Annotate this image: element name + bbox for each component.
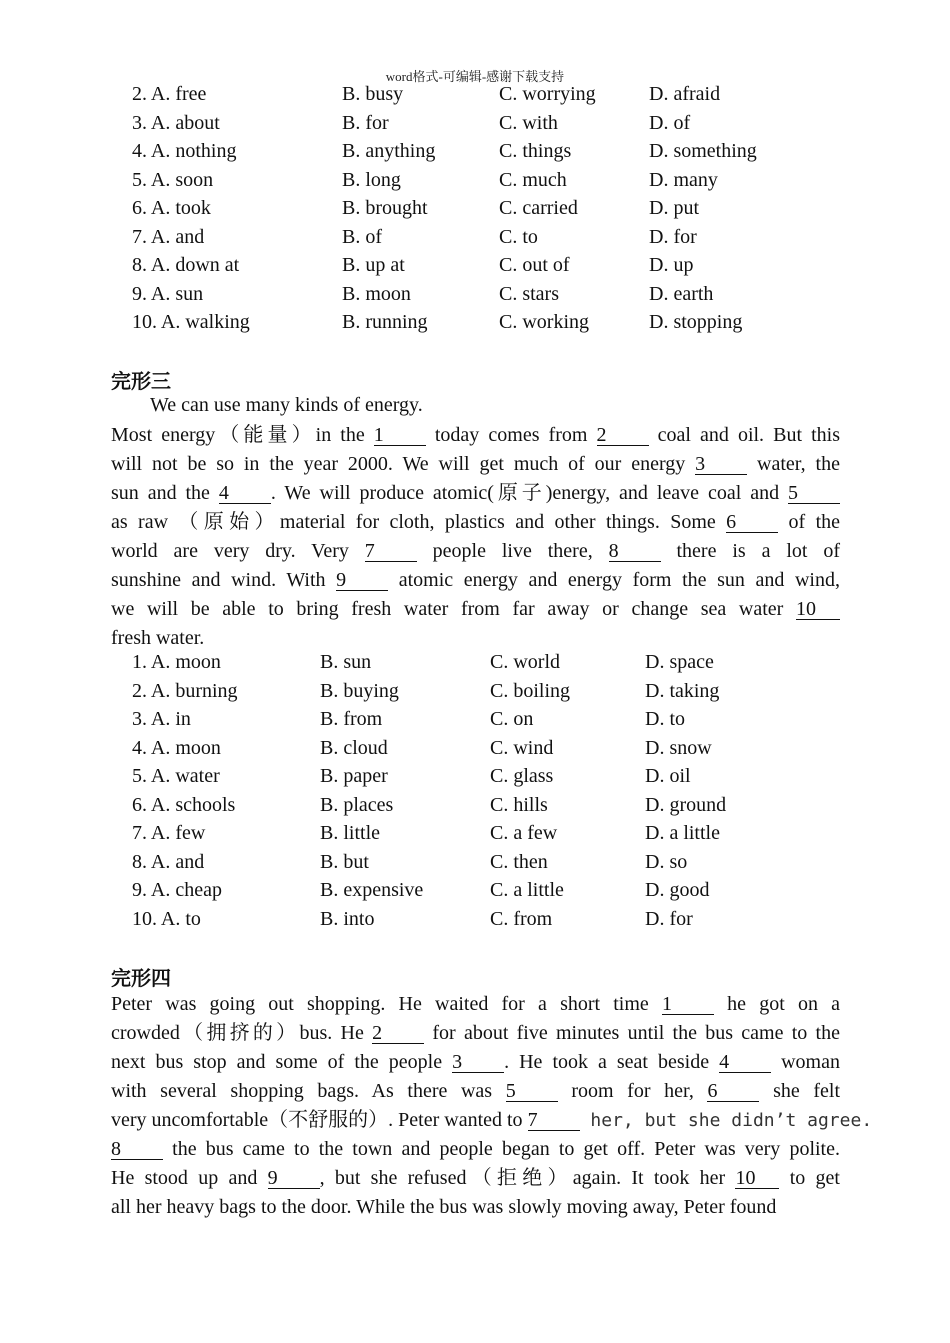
option-c: C. things [499, 140, 572, 162]
passage-text: He stood up and [111, 1167, 268, 1189]
blank-2: 2 [597, 425, 649, 446]
passage-line [111, 479, 840, 508]
passage-text: room for her, [557, 1080, 708, 1102]
passage-line [111, 595, 840, 624]
option-a: 5. A. soon [132, 168, 214, 191]
option-a: 1. A. moon [132, 651, 221, 673]
option-b: B. long [342, 168, 401, 191]
option-b: B. from [320, 708, 383, 730]
passage-text: today comes from [425, 424, 597, 446]
passage-line [111, 1019, 840, 1048]
option-a: 8. A. and [132, 850, 205, 873]
option-a: 10. A. walking [132, 311, 250, 333]
option-b: B. buying [320, 679, 399, 702]
option-a: 9. A. sun [132, 282, 204, 305]
blank-7: 7 [528, 1110, 580, 1131]
passage-line [111, 450, 840, 479]
blank-5: 5 [788, 483, 840, 504]
blank-4: 4 [219, 483, 271, 504]
passage-line [111, 1106, 873, 1135]
option-d: D. ground [645, 793, 727, 816]
section3-passage [111, 421, 840, 653]
option-c: C. from [490, 907, 553, 930]
passage-text: we will be able to bring fresh water from far away or change sea water [111, 598, 796, 620]
section4-passage [111, 990, 873, 1222]
option-a: 2. A. free [132, 83, 207, 105]
option-a: 2. A. burning [132, 679, 238, 702]
option-a: 4. A. nothing [132, 140, 237, 162]
option-b: B. of [342, 225, 382, 248]
blank-6: 6 [707, 1081, 759, 1102]
page-header: word格式-可编辑-感谢下载支持 [385, 69, 565, 84]
option-c: C. world [490, 651, 560, 673]
blank-10: 10 [796, 599, 840, 620]
passage-line [111, 508, 840, 537]
option-b: B. for [342, 111, 389, 134]
passage-line [111, 1077, 840, 1106]
option-d: D. put [649, 197, 699, 219]
option-b: B. busy [342, 83, 404, 105]
option-a: 3. A. about [132, 111, 220, 134]
passage-text: atomic energy and energy form the sun and wind, [388, 569, 840, 591]
blank-10: 10 [735, 1168, 779, 1189]
option-d: D. for [649, 225, 697, 248]
option-c: C. a few [490, 822, 558, 844]
blank-2: 2 [372, 1023, 424, 1044]
blank-8: 8 [111, 1139, 163, 1160]
passage-text: the bus came to the town and people began to get off. Peter was very polite. [163, 1138, 840, 1160]
option-d: D. something [649, 140, 757, 162]
option-b: B. into [320, 907, 375, 930]
option-d: D. stopping [649, 311, 743, 333]
passage-text: of the [778, 511, 841, 533]
option-a: 5. A. water [132, 765, 220, 787]
option-d: D. afraid [649, 83, 721, 105]
option-c: C. worrying [499, 83, 596, 105]
section4-title: 完形四 [111, 966, 171, 990]
option-c: C. working [499, 311, 589, 333]
blank-9: 9 [268, 1168, 320, 1189]
option-d: D. a little [645, 822, 720, 844]
option-d: D. up [649, 254, 694, 276]
passage-line [111, 1164, 840, 1193]
passage-text: will not be so in the year 2000. We will get much of our energy [111, 453, 696, 475]
passage-text: Peter was going out shopping. He waited for a short time [111, 993, 662, 1015]
passage-text: next bus stop and some of the people [111, 1051, 453, 1073]
passage-text: people live there, [416, 540, 609, 562]
passage-text: crowded（拥挤的）bus. He [111, 1022, 373, 1044]
passage-text: very uncomfortable（不舒服的）. Peter wanted to [111, 1109, 528, 1131]
passage-text: she felt [759, 1080, 840, 1102]
passage-line [111, 537, 840, 566]
option-b: B. anything [342, 140, 436, 162]
option-d: D. oil [645, 765, 691, 787]
option-b: B. sun [320, 651, 372, 673]
option-b: B. but [320, 850, 369, 873]
option-b: B. running [342, 311, 428, 333]
option-a: 4. A. moon [132, 736, 221, 759]
option-c: C. carried [499, 197, 578, 219]
option-c: C. to [499, 225, 538, 248]
option-a: 8. A. down at [132, 254, 240, 276]
blank-9: 9 [336, 570, 388, 591]
passage-line [111, 421, 840, 450]
passage-text: he got on a [713, 993, 841, 1015]
blank-5: 5 [506, 1081, 558, 1102]
option-a: 6. A. schools [132, 793, 236, 816]
passage-text: all her heavy bags to the door. While the bus was slowly moving away, Peter found [111, 1196, 777, 1218]
section3-intro: We can use many kinds of energy. [150, 394, 423, 416]
option-a: 7. A. few [132, 822, 206, 844]
option-b: B. up at [342, 254, 405, 276]
passage-text: water, the [747, 453, 840, 475]
option-b: B. brought [342, 197, 428, 219]
passage-text: to get [779, 1167, 840, 1189]
option-d: D. space [645, 651, 714, 673]
blank-7: 7 [365, 541, 417, 562]
option-a: 9. A. cheap [132, 879, 222, 901]
passage-text: for about five minutes until the bus came to the [424, 1022, 840, 1044]
option-d: D. to [645, 708, 685, 730]
option-d: D. so [645, 850, 688, 873]
option-a: 7. A. and [132, 225, 205, 248]
passage-text: sunshine and wind. With [111, 569, 337, 591]
passage-text: . He took a seat beside [504, 1051, 720, 1073]
passage-text: her, but she didn’t agree. [579, 1110, 873, 1131]
option-c: C. wind [490, 736, 554, 759]
blank-1: 1 [662, 994, 714, 1015]
blank-1: 1 [374, 425, 426, 446]
passage-text: , but she refused（拒绝）again. It took her [319, 1167, 736, 1189]
passage-text: world are very dry. Very [111, 540, 365, 562]
passage-line [111, 1048, 840, 1077]
option-c: C. stars [499, 282, 559, 305]
passage-text: woman [771, 1051, 840, 1073]
passage-line [111, 1193, 840, 1222]
option-c: C. out of [499, 254, 570, 276]
passage-line [111, 1135, 840, 1164]
option-b: B. paper [320, 765, 388, 787]
option-c: C. glass [490, 765, 554, 787]
option-c: C. with [499, 111, 558, 134]
passage-text: coal and oil. But this [648, 424, 840, 446]
option-d: D. for [645, 907, 693, 930]
blank-8: 8 [609, 541, 661, 562]
option-d: D. of [649, 111, 691, 134]
option-b: B. moon [342, 282, 411, 305]
option-a: 10. A. to [132, 907, 201, 930]
passage-text: fresh water. [111, 627, 205, 649]
section3-title: 完形三 [111, 369, 171, 393]
passage-text: Most energy（能量）in the [111, 424, 374, 446]
passage-text: sun and the [111, 482, 219, 504]
option-c: C. then [490, 850, 548, 873]
passage-text: there is a lot of [660, 540, 840, 562]
option-c: C. boiling [490, 679, 571, 702]
passage-text: . We will produce atomic(原子)energy, and leave coal and [270, 482, 788, 504]
option-c: C. hills [490, 793, 548, 816]
option-c: C. on [490, 708, 534, 730]
option-d: D. snow [645, 736, 712, 759]
option-d: D. many [649, 168, 718, 191]
option-b: B. expensive [320, 879, 424, 901]
blank-3: 3 [695, 454, 747, 475]
blank-6: 6 [726, 512, 778, 533]
option-d: D. taking [645, 679, 720, 702]
option-b: B. cloud [320, 736, 388, 759]
passage-text: as raw （原始）material for cloth, plastics and other things. Some [111, 511, 727, 533]
option-b: B. places [320, 793, 394, 816]
blank-4: 4 [719, 1052, 771, 1073]
blank-3: 3 [452, 1052, 504, 1073]
option-b: B. little [320, 822, 380, 844]
option-a: 6. A. took [132, 197, 211, 219]
passage-line [111, 566, 840, 595]
option-c: C. a little [490, 879, 564, 901]
passage-line [111, 990, 840, 1019]
option-a: 3. A. in [132, 708, 191, 730]
option-d: D. earth [649, 282, 714, 305]
option-d: D. good [645, 879, 710, 901]
option-c: C. much [499, 168, 567, 191]
passage-text: with several shopping bags. As there was [111, 1080, 506, 1102]
